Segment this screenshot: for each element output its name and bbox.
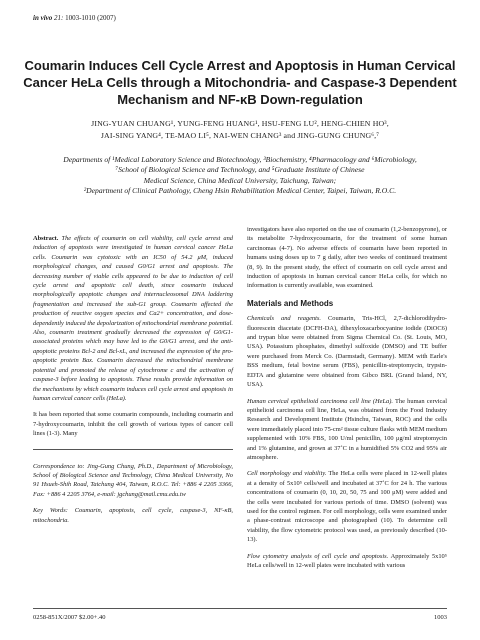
authors-line-2: JAI-SING YANG⁴, TE-MAO LI⁵, NAI-WEN CHANG³ and JING-GUNG CHUNG⁶,⁷: [100, 131, 380, 140]
page-number: 1003: [434, 614, 447, 621]
methods-heading: Materials and Methods: [247, 298, 334, 308]
chemicals-text: Coumarin, Tris-HCl, 2,7-dichlorodihydro-fluorescein diacetate (DCFH-DA), dihexyloxacarbocyanine iodide (DiOC6) and trypan blue were obtained from Sigma Chemical Co. (St. Louis, MO, USA). Potassium phosphates, dimethyl sulfoxide (DMSO) and TE buffer were purchased from Merck Co. (Darmstadt, Germany). MEM with Earle's BSS medium, fetal bovine serum (FBS), penicillin-streptomycin, trypsin-EDTA and glutamine were obtained from Gibco BRL (Grand Island, NY, USA).: [247, 315, 447, 389]
journal-volume: 21:: [54, 14, 64, 22]
flow-cytometry-text: Approximately 5x10⁵ HeLa cells/well in 12-well plates were incubated with various: [247, 552, 447, 569]
flow-cytometry-paragraph: [247, 552, 447, 571]
footer-divider: [33, 608, 447, 609]
chemicals-paragraph: [247, 314, 447, 389]
correspondence: Correspondence to: Jing-Gung Chung, Ph.D., Department of Microbiology, School of Biological Science and Technology, China Medical University, No 91 Hsueh-Shih Road, Taichung 404, Taiwan, R.O.C. Tel: +886 4 2205 3366, Fax: +886 4 2205 3764, e-mail: jgchung@mail.cmu.edu.tw: [33, 462, 233, 498]
issn-code: 0258-851X/2007 $2.00+.40: [33, 614, 106, 621]
paper-title: Coumarin Induces Cell Cycle Arrest and Apoptosis in Human Cervical Cancer HeLa Cells through a Mitochondria- and Caspase-3 Dependent Mechanism and NF-κB Down-regulation: [23, 58, 457, 107]
abstract: [33, 234, 233, 403]
intro-paragraph: It has been reported that some coumarin compounds, including coumarin and 7-hydroxycoumarin, inhibit the cell growth of various types of cancer cell lines (1-3). Many: [33, 411, 233, 438]
cell-line-heading: Human cervical epithelioid carcinoma cell line (HeLa).: [247, 397, 393, 405]
authors-line-1: JING-YUAN CHUANG¹, YUNG-FENG HUANG¹, HSU-FENG LU², HENG-CHIEN HO³,: [91, 119, 389, 128]
abstract-text: The effects of coumarin on cell viability, cell cycle arrest and induction of apoptosis were investigated in human cervical cancer HeLa cells. Coumarin was cytotoxic with an IC50 of 54.2 μM, induced morphological changes, and caused G0/G1 arrest and apoptosis. The decreasing number of viable cells appeared to be due to induction of cell cycle arrest and apoptotic cell death, since coumarin induced morphologically apoptotic changes and internucleosomal DNA laddering fragmentation and increased the sub-G1 group. Coumarin affected the production of reactive oxygen species and Ca2+ concentration, and dose-dependently induced the depolarization of mitochondrial membrane potential. Also, coumarin treatment gradually decreased the expression of G0/G1-associated proteins which may have led to the G0/G1 arrest, and the anti-apoptotic proteins Bcl-2 and Bcl-xL, and increased the expression of the pro-apoptotic protein Bax. Coumarin decreased the mitochondrial membrane potential and promoted the release of cytochrome c and the activation of caspase-3 before leading to apoptosis. These results provide information on the mechanisms by which coumarin induces cell cycle arrest and apoptosis in human cervical cancer cells (HeLa).: [33, 235, 233, 402]
author-list: [30, 118, 450, 142]
affiliation-line-2: ⁷School of Biological Science and Technology, and ⁵Graduate Institute of Chinese: [115, 165, 365, 175]
chemicals-heading: Chemicals and reagents.: [247, 315, 321, 323]
abstract-label: Abstract.: [33, 235, 59, 242]
flow-cytometry-heading: Flow cytometry analysis of cell cycle and apoptosis.: [247, 552, 389, 560]
journal-name: in vivo: [33, 14, 53, 22]
affiliation-line-1: Departments of ¹Medical Laboratory Science and Biotechnology, ³Biochemistry, ⁴Pharmacology and ⁶Microbiology,: [63, 155, 417, 164]
affiliations: [25, 155, 455, 197]
journal-header: [33, 14, 116, 22]
affiliation-line-3: Medical Science, China Medical University, Taichung, Taiwan;: [143, 175, 337, 185]
left-column: [33, 234, 233, 532]
affiliation-line-4: ²Department of Clinical Pathology, Cheng Hsin Rehabilitation Medical Center, Taipei, Taiwan, R.O.C.: [83, 186, 397, 196]
cell-line-paragraph: [247, 397, 447, 463]
journal-pages: 1003-1010 (2007): [65, 14, 116, 22]
morphology-paragraph: [247, 469, 447, 544]
morphology-text: The HeLa cells were placed in 12-well plates at a density of 5x10⁵ cells/well and incubated at 37˚C for 24 h. The various concentrations of coumarin (0, 10, 20, 50, 75 and 100 μM) were added and the cells were incubated for various periods of time. DMSO (solvent) was used for the control regimen. For cell morphology, cells were examined under a phase-contrast microscope and photographed (10). To determine cell viability, the flow cytometric protocol was used, as previously described (10-13).: [247, 470, 447, 544]
keywords: Key Words: Coumarin, apoptosis, cell cycle, caspase-3, NF-κB, mitochondria.: [33, 507, 233, 524]
right-column: [247, 225, 447, 577]
morphology-heading: Cell morphology and viability.: [247, 470, 327, 478]
cell-line-text: The human cervical epithelioid carcinoma cell line, HeLa, was obtained from the Food Industry Research and Development Institute (Hsinchu, Taiwan, ROC) and the cells were immediately placed into 75-cm² tissue culture flasks with MEM medium supplemented with 10% FBS, 100 U/ml penicillin, 100 μg/ml streptomycin and 1% glutamine, and grown at 37˚C in a humidified 5% CO2 and 95% air atmosphere.: [247, 397, 447, 461]
correspondence-divider: [33, 449, 233, 450]
intro-continued: investigators have also reported on the use of coumarin (1,2-benzopyrone), or its metabolite 7-hydroxycoumarin, for the treatment of some human carcinomas (4-7). No adverse effects of coumarin have been reported in humans using doses up to 7 g daily, after two weeks of continued treatment (8, 9). In the present study, the effect of coumarin on cell cycle arrest and induction of apoptosis in human cervical cancer HeLa cells, for which no information is currently available, was examined.: [247, 226, 447, 290]
